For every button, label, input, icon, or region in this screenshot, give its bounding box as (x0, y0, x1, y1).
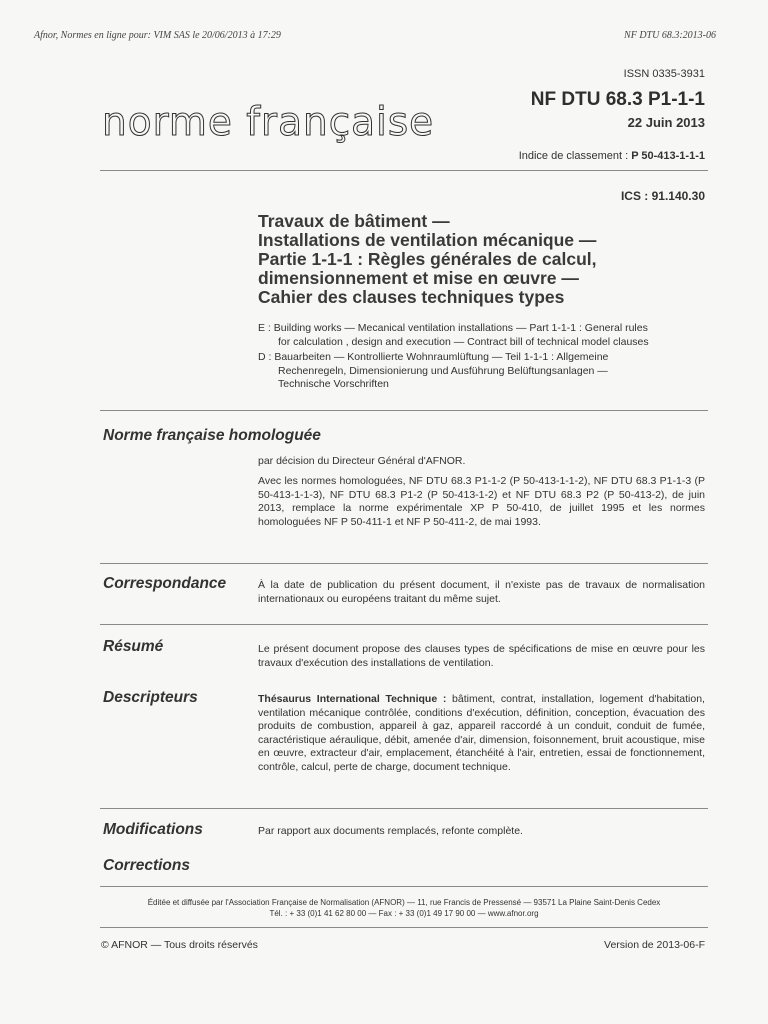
resume-text: Le présent document propose des clauses types de spécifications de mise en œuvre pour les travaux d'exécution des installations de ventilation. (258, 643, 705, 669)
issn: ISSN 0335-3931 (623, 68, 705, 80)
section-title-corrections: Corrections (103, 857, 190, 874)
title-line: Travaux de bâtiment — (258, 211, 450, 231)
title-line: Installations de ventilation mécanique — (258, 230, 597, 250)
divider-homologuee (100, 563, 708, 564)
version: Version de 2013-06-F (604, 939, 705, 951)
thesaurus-label: Thésaurus International Technique : (258, 693, 447, 705)
correspondance-text: À la date de publication du présent document, il n'existe pas de travaux de normalisation internationaux ou européens traitant du même sujet. (258, 579, 705, 605)
classification-label: Indice de classement : (518, 150, 632, 162)
standard-date: 22 Juin 2013 (627, 115, 705, 130)
publisher-info (100, 897, 708, 919)
download-header: Afnor, Normes en ligne pour: VIM SAS le 20/06/2013 à 17:29 (34, 30, 281, 41)
brand-title: norme française (102, 100, 435, 145)
section-title-resume: Résumé (103, 638, 164, 655)
german-title (258, 351, 708, 392)
standard-code: NF DTU 68.3 P1-1-1 (530, 89, 705, 110)
divider-descripteurs (100, 808, 708, 809)
title-line: Partie 1-1-1 : Règles générales de calcul, (258, 249, 597, 269)
german-title-line: Rechenregeln, Dimensionierung und Ausführung Belüftungsanlagen — (278, 364, 608, 377)
german-title-line: Technische Vorschriften (278, 378, 389, 390)
classification-value: P 50-413-1-1-1 (631, 150, 705, 162)
copyright: © AFNOR — Tous droits réservés (101, 939, 258, 951)
english-title (258, 322, 708, 349)
section-title-homologuee: Norme française homologuée (103, 427, 321, 444)
descripteurs-keywords: bâtiment, contrat, installation, logement d'habitation, ventilation mécanique contrôlée, conditions d'exécution, définition, conception, évacuation des produits de combustion, appareil à gaz, appareil raccordé à un conduit, conduit de fumée, caractéristique aéraulique, débit, amenée d'air, dimension, foisonnement, bruit acoustique, mise en œuvre, extracteur d'air, emplacement, étanchéité à l'air, entretien, essai de fonctionnement, contrôle, calcul, perte de charge, document technique. (258, 693, 705, 773)
title-line: dimensionnement et mise en œuvre — (258, 268, 579, 288)
divider-footer (100, 886, 708, 887)
document-reference: NF DTU 68.3:2013-06 (624, 30, 716, 41)
divider-top (100, 170, 708, 171)
title-line: Cahier des clauses techniques types (258, 287, 565, 307)
section-title-modifications: Modifications (103, 821, 203, 838)
section-title-correspondance: Correspondance (103, 575, 227, 592)
document-title (258, 212, 597, 307)
modifications-text: Par rapport aux documents remplacés, refonte complète. (258, 825, 523, 837)
publisher-contact: Tél. : + 33 (0)1 41 62 80 00 — Fax : + 33 (0)1 49 17 90 00 — www.afnor.org (269, 909, 539, 918)
divider-correspondance (100, 624, 708, 625)
english-title-line: for calculation , design and execution — Contract bill of technical model clauses (278, 335, 649, 348)
publisher-address: Éditée et diffusée par l'Association Française de Normalisation (AFNOR) — 11, rue Francis de Pressensé — 93571 La Plaine Saint-Denis Cedex (147, 898, 661, 907)
divider-bottom (100, 927, 708, 928)
classification-index (519, 150, 705, 162)
english-title-line: E : Building works — Mecanical ventilation installations — Part 1-1-1 : General rules (258, 322, 648, 334)
section-title-descripteurs: Descripteurs (103, 689, 198, 706)
divider-title (100, 410, 708, 411)
descripteurs-text (258, 693, 705, 774)
homologuee-replacement: Avec les normes homologuées, NF DTU 68.3 P1-1-2 (P 50-413-1-1-2), NF DTU 68.3 P1-1-3 (P 50-413-1-1-3), NF DTU 68.3 P1-2 (P 50-413-1-2) et NF DTU 68.3 P2 (P 50-413-2), de juin 2013, remplace la norme expérimentale XP P 50-410, de juillet 1995 et les normes homologuées NF P 50-411-1 et NF P 50-411-2, de mai 1993. (258, 475, 705, 528)
ics-code: ICS : 91.140.30 (620, 189, 705, 203)
german-title-line: D : Bauarbeiten — Kontrollierte Wohnraumlüftung — Teil 1-1-1 : Allgemeine (258, 351, 609, 363)
homologuee-decision: par décision du Directeur Général d'AFNOR. (258, 455, 466, 467)
